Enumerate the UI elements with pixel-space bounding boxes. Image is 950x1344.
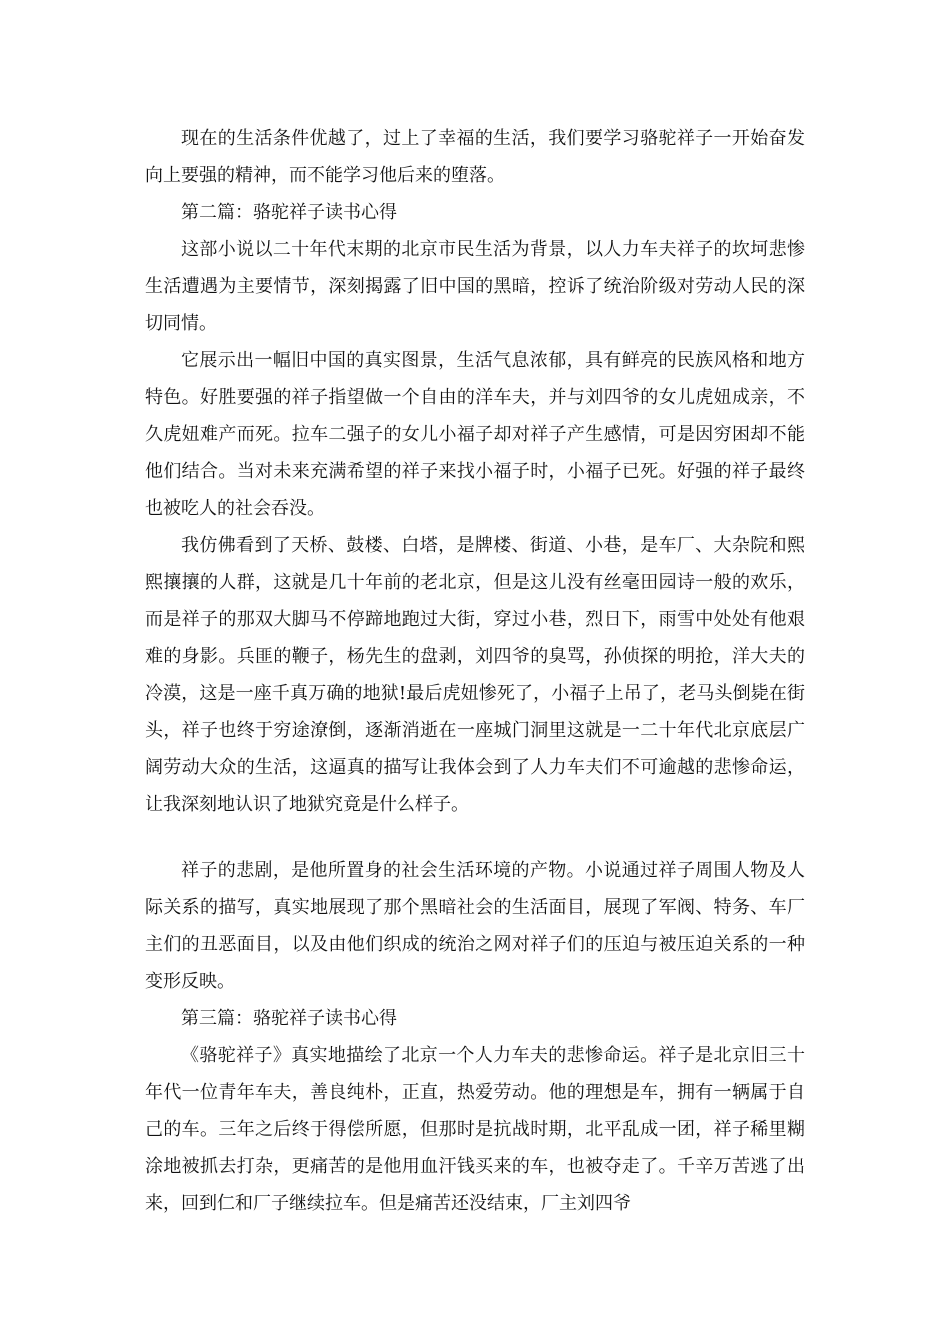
document-body bbox=[145, 120, 805, 1222]
paragraph-4: 我仿佛看到了天桥、鼓楼、白塔，是牌楼、街道、小巷，是车厂、大杂院和熙熙攘攘的人群，这就是几十年前的老北京，但是这儿没有丝毫田园诗一般的欢乐， 而是祥子的那双大脚马不停蹄地跑过大街，穿过小巷，烈日下，雨雪中处处有他艰难的身影。兵匪的鞭子，杨先生的盘剥，刘四爷的臭骂，孙侦探的明抢，洋大夫的冷漠，这是一座千真万确的地狱!最后虎妞惨死了，小福子上吊了，老马头倒毙在街头，祥子也终于穷途潦倒，逐渐消逝在一座城门洞里这就是一二十年代北京底层广阔劳动大众的生活，这逼真的描写让我体会到了人力车夫们不可逾越的悲惨命运，让我深刻地认识了地狱究竟是什么样子。 bbox=[145, 535, 805, 815]
section-heading-3: 第三篇：骆驼祥子读书心得 bbox=[181, 1008, 397, 1029]
paragraph-gap bbox=[145, 823, 805, 852]
paragraph-3: 它展示出一幅旧中国的真实图景，生活气息浓郁，具有鲜亮的民族风格和地方特色。好胜要强的祥子指望做一个自由的洋车夫，并与刘四爷的女儿虎妞成亲，不久虎妞难产而死。拉车二强子的女儿小福子却对祥子产生感情，可是因穷困却不能他们结合。当对未来充满希望的祥子来找小福子时，小福子已死。好强的祥子最终也被吃人的社会吞没。 bbox=[145, 350, 805, 519]
paragraph-5: 祥子的悲剧，是他所置身的社会生活环境的产物。小说通过祥子周围人物及人际关系的描写，真实地展现了那个黑暗社会的生活面目，展现了军阀、特务、车厂主们的丑恶面目，以及由他们织成的统治之网对祥子们的压迫与被压迫关系的一种变形反映。 bbox=[145, 860, 805, 992]
paragraph-1: 现在的生活条件优越了，过上了幸福的生活，我们要学习骆驼祥子一开始奋发向上要强的精神，而不能学习他后来的堕落。 bbox=[145, 128, 805, 186]
section-heading-2: 第二篇：骆驼祥子读书心得 bbox=[181, 202, 397, 223]
paragraph-2: 这部小说以二十年代末期的北京市民生活为背景，以人力车夫祥子的坎坷悲惨生活遭遇为主要情节，深刻揭露了旧中国的黑暗，控诉了统治阶级对劳动人民的深切同情。 bbox=[145, 239, 805, 334]
paragraph-6: 《骆驼祥子》真实地描绘了北京一个人力车夫的悲惨命运。祥子是北京旧三十年代一位青年车夫，善良纯朴，正直，热爱劳动。他的理想是车，拥有一辆属于自己的车。三年之后终于得偿所愿，但那时是抗战时期，北平乱成一团，祥子稀里糊涂地被抓去打杂，更痛苦的是他用血汗钱买来的车，也被夺走了。千辛万苦逃了出来，回到仁和厂子继续拉车。但是痛苦还没结束，厂主刘四爷 bbox=[145, 1045, 805, 1214]
